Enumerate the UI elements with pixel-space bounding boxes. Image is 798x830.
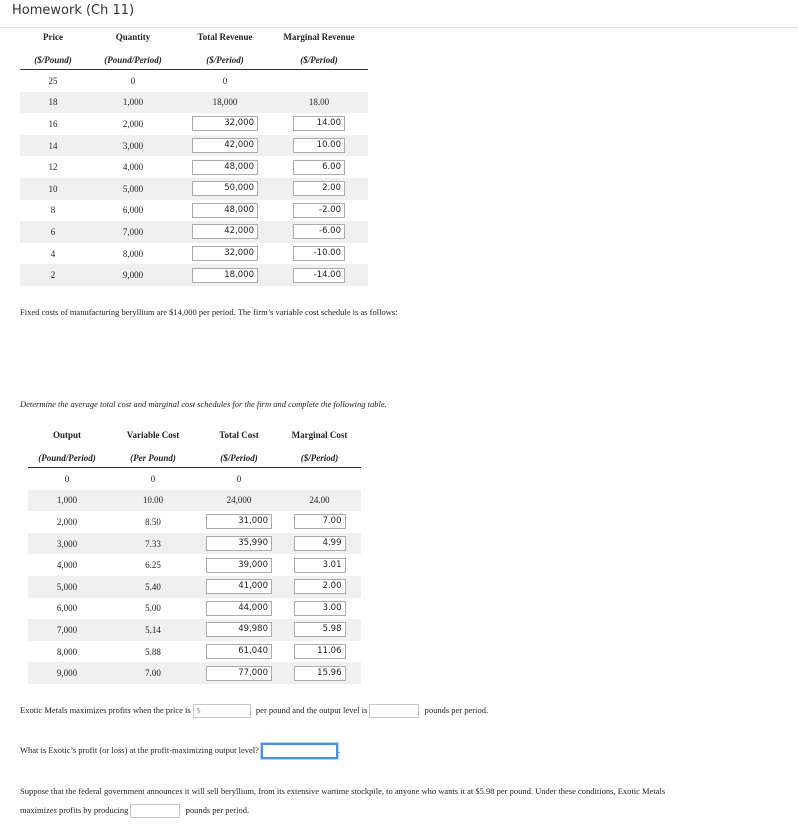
total-cost-cell: 24,000 <box>200 490 278 512</box>
total-revenue-input[interactable]: 42,000 <box>192 138 258 153</box>
fixed-cost-text: Fixed costs of manufacturing beryllium are $14,000 per period. The firm’s variable cost schedule is as follows: <box>20 307 398 317</box>
output-cell: 2,000 <box>56 516 78 527</box>
header-marginal-cost-unit: ($/Period) <box>278 448 361 468</box>
variable-cost-cell: 6.25 <box>145 560 161 571</box>
quantity-cell: 1,000 <box>86 92 180 114</box>
quantity-cell: 6,000 <box>122 205 144 216</box>
header-output: Output <box>52 430 81 440</box>
marginal-revenue-input[interactable]: 6.00 <box>293 160 345 175</box>
marginal-cost-cell: 24.00 <box>278 490 361 512</box>
output-cell: 5,000 <box>28 576 106 598</box>
profit-loss-input[interactable] <box>261 743 341 759</box>
quantity-cell: 3,000 <box>86 135 180 157</box>
quantity-cell: 5,000 <box>86 178 180 200</box>
quantity-cell: 7,000 <box>86 221 180 243</box>
price-cell: 2 <box>20 264 86 286</box>
variable-cost-cell: 10.00 <box>106 490 200 512</box>
quantity-cell: 0 <box>130 75 136 86</box>
table-row <box>20 70 368 92</box>
table-row <box>28 576 361 598</box>
page-header <box>0 0 798 28</box>
price-cell: 10 <box>20 178 86 200</box>
marginal-revenue-cell: 18.00 <box>270 92 368 114</box>
price-cell: 16 <box>48 118 58 129</box>
total-revenue-input[interactable]: 18,000 <box>192 268 258 283</box>
variable-cost-cell: 0 <box>150 473 156 484</box>
marginal-revenue-cell <box>270 70 368 92</box>
variable-cost-cell: 8.50 <box>145 516 161 527</box>
header-quantity-unit: (Pound/Period) <box>86 50 180 70</box>
table-row <box>20 200 368 222</box>
stockpile-output-input[interactable] <box>130 804 180 818</box>
table-row <box>28 533 361 555</box>
header-output-unit: (Pound/Period) <box>28 448 106 468</box>
total-cost-input[interactable]: 49,980 <box>206 622 272 637</box>
marginal-revenue-input[interactable]: 2.00 <box>293 181 345 196</box>
marginal-cost-input[interactable]: 2.00 <box>294 579 346 594</box>
price-cell: 8 <box>50 205 56 216</box>
header-marginal-revenue-unit: ($/Period) <box>270 50 368 70</box>
price-cell: 25 <box>48 75 58 86</box>
table-row <box>20 156 368 178</box>
total-cost-input[interactable]: 39,000 <box>206 558 272 573</box>
total-cost-input[interactable]: 44,000 <box>206 601 272 616</box>
total-revenue-input[interactable]: 32,000 <box>192 246 258 261</box>
price-cell: 6 <box>20 221 86 243</box>
table-row <box>28 641 361 663</box>
variable-cost-cell: 5.40 <box>106 576 200 598</box>
total-cost-input[interactable]: 35,990 <box>206 536 272 551</box>
table-row <box>28 662 361 684</box>
header-marginal-revenue: Marginal Revenue <box>283 32 355 42</box>
marginal-revenue-input[interactable]: -6.00 <box>293 224 345 239</box>
variable-cost-cell: 5.14 <box>106 619 200 641</box>
variable-cost-cell: 5.88 <box>145 646 161 657</box>
total-revenue-cell: 18,000 <box>180 92 270 114</box>
table-row <box>20 243 368 265</box>
table-row <box>20 113 368 135</box>
header-price: Price <box>43 32 63 42</box>
cost-table <box>28 428 361 684</box>
question-profit-max-text-2: per pound and the output level is <box>255 704 368 715</box>
marginal-cost-cell <box>278 468 361 490</box>
quantity-cell: 4,000 <box>122 162 144 173</box>
output-cell: 6,000 <box>56 603 78 614</box>
output-cell: 7,000 <box>28 619 106 641</box>
marginal-revenue-input[interactable]: -2.00 <box>293 203 345 218</box>
marginal-cost-input[interactable]: 3.01 <box>294 558 346 573</box>
question-stockpile-text-2: pounds per period. <box>185 804 250 815</box>
question-profit-max-text-1: Exotic Metals maximizes profits when the price is <box>20 704 191 715</box>
total-cost-input[interactable]: 41,000 <box>206 579 272 594</box>
total-cost-input[interactable]: 61,040 <box>206 644 272 659</box>
total-revenue-input[interactable]: 32,000 <box>192 116 258 131</box>
table-row <box>20 264 368 286</box>
marginal-cost-input[interactable]: 7.00 <box>294 514 346 529</box>
total-revenue-input[interactable]: 48,000 <box>192 160 258 175</box>
price-cell: 14 <box>20 135 86 157</box>
header-total-cost: Total Cost <box>219 430 259 440</box>
output-level-input[interactable] <box>369 704 419 718</box>
header-total-revenue-unit: ($/Period) <box>180 50 270 70</box>
revenue-table <box>20 30 368 286</box>
total-cost-cell: 0 <box>236 473 242 484</box>
price-input[interactable]: $ <box>193 704 251 718</box>
table-row <box>28 598 361 620</box>
question-profit-loss-end: . <box>338 744 341 755</box>
question-profit-max <box>20 704 488 718</box>
output-cell: 0 <box>64 473 70 484</box>
header-price-unit: ($/Pound) <box>20 50 86 70</box>
question-stockpile-text-1: maximizes profits by producing <box>20 804 129 815</box>
price-cell: 12 <box>48 162 58 173</box>
table-row <box>20 221 368 243</box>
total-revenue-input[interactable]: 50,000 <box>192 181 258 196</box>
header-variable-cost: Variable Cost <box>126 430 180 440</box>
marginal-cost-input[interactable]: 5.98 <box>294 622 346 637</box>
header-marginal-cost: Marginal Cost <box>291 430 348 440</box>
table-row <box>20 92 368 114</box>
header-variable-cost-unit: (Per Pound) <box>106 448 200 468</box>
price-cell: 4 <box>50 248 56 259</box>
output-cell: 9,000 <box>28 662 106 684</box>
question-profit-loss-text: What is Exotic’s profit (or loss) at the profit-maximizing output level? <box>20 744 259 755</box>
total-cost-input[interactable]: 77,000 <box>206 666 272 681</box>
quantity-cell: 8,000 <box>122 248 144 259</box>
marginal-revenue-input[interactable]: -10.00 <box>293 246 345 261</box>
page-title: Homework (Ch 11) <box>12 3 135 18</box>
table-row <box>28 468 361 490</box>
question-profit-loss <box>20 743 340 759</box>
table-row <box>28 554 361 576</box>
table-row <box>28 511 361 533</box>
table-row <box>28 619 361 641</box>
output-cell: 8,000 <box>56 646 78 657</box>
total-revenue-cell: 0 <box>222 75 228 86</box>
marginal-revenue-input[interactable]: -14.00 <box>293 268 345 283</box>
question-stockpile-line2 <box>20 804 249 818</box>
header-total-cost-unit: ($/Period) <box>200 448 278 468</box>
output-cell: 1,000 <box>28 490 106 512</box>
output-cell: 3,000 <box>28 533 106 555</box>
variable-cost-cell: 7.00 <box>106 662 200 684</box>
marginal-cost-input[interactable]: 3.00 <box>294 601 346 616</box>
variable-cost-cell: 5.00 <box>145 603 161 614</box>
marginal-cost-input[interactable]: 4.99 <box>294 536 346 551</box>
total-cost-input[interactable]: 31,000 <box>206 514 272 529</box>
header-total-revenue: Total Revenue <box>197 32 253 42</box>
header-quantity: Quantity <box>115 32 151 42</box>
marginal-cost-input[interactable]: 15.96 <box>294 666 346 681</box>
marginal-revenue-input[interactable]: 10.00 <box>293 138 345 153</box>
variable-cost-cell: 7.33 <box>106 533 200 555</box>
marginal-revenue-input[interactable]: 14.00 <box>293 116 345 131</box>
total-revenue-input[interactable]: 48,000 <box>192 203 258 218</box>
question-stockpile-line1: Suppose that the federal government announces it will sell beryllium, from its extensive wartime stockpile, to anyone who wants it at $5.98 per pound. Under these conditions, Exotic Metals <box>20 786 666 796</box>
price-cell: 18 <box>20 92 86 114</box>
table-row <box>20 135 368 157</box>
marginal-cost-input[interactable]: 11.06 <box>294 644 346 659</box>
output-cell: 4,000 <box>56 560 78 571</box>
table-row <box>20 178 368 200</box>
question-profit-max-text-3: pounds per period. <box>424 704 489 715</box>
quantity-cell: 2,000 <box>122 118 144 129</box>
quantity-cell: 9,000 <box>86 264 180 286</box>
instructions-text: Determine the average total cost and marginal cost schedules for the firm and complete the following table. <box>20 399 387 409</box>
total-revenue-input[interactable]: 42,000 <box>192 224 258 239</box>
table-row <box>28 490 361 512</box>
